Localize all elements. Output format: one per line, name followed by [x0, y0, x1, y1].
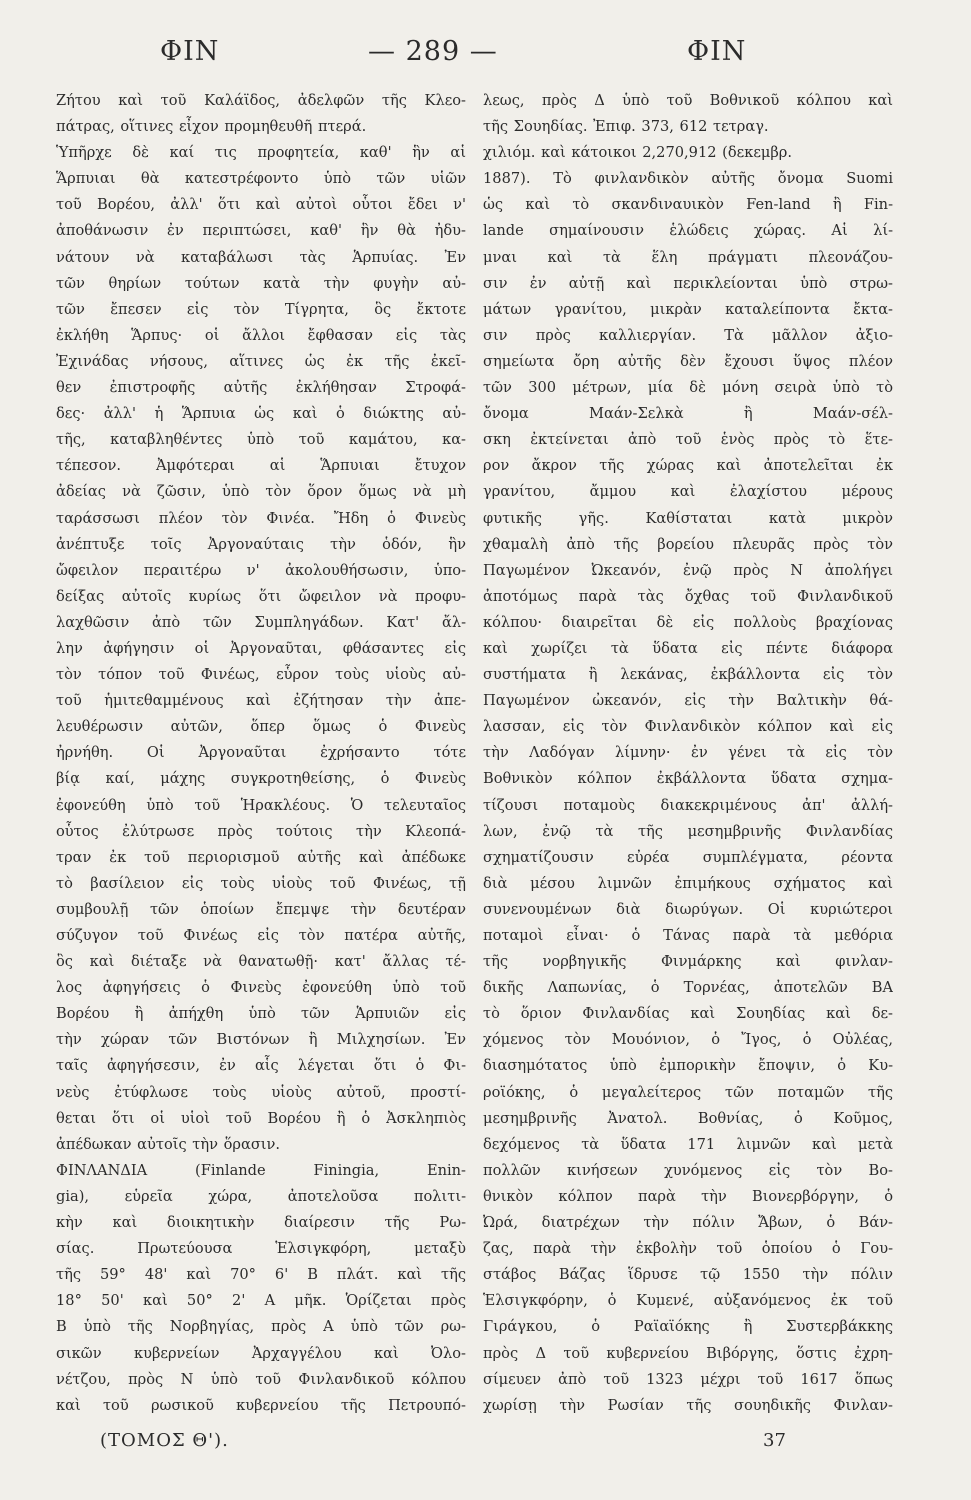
text-line: φυτικῆς γῆς. Καθίσταται κατὰ μικρὸν	[483, 509, 893, 527]
text-line: σημείωτα ὄρη αὐτῆς δὲν ἔχουσι ὕψος πλέον	[483, 352, 893, 370]
text-line: τραν ἐκ τοῦ περιορισμοῦ αὐτῆς καὶ ἀπέδωκε	[56, 848, 466, 866]
text-line: Ὠρά, διατρέχων τὴν πόλιν Ἄβων, ὁ Βάν-	[483, 1214, 893, 1232]
text-line: 1887). Τὸ φινλανδικὸν αὐτῆς ὄνομα Suomi	[483, 170, 893, 188]
text-line: λαχθῶσιν ἀπὸ τῶν Συμπληγάδων. Κατ' ἄλ-	[56, 613, 466, 631]
text-line: σκη ἐκτείνεται ἀπὸ τοῦ ἑνὸς πρὸς τὸ ἕτε-	[483, 431, 893, 449]
text-line: δείξας αὐτοῖς κυρίως ὅτι ὤφειλον νὰ προφυ-	[56, 587, 466, 605]
text-line: ρον ἄκρον τῆς χώρας καὶ ἀποτελεῖται ἐκ	[483, 457, 893, 475]
signature-number: 37	[763, 1430, 786, 1451]
header-right-keyword: ΦΙΝ	[687, 36, 747, 67]
text-line: ἀποθάνωσιν ἐν περιπτώσει, καθ' ἣν θὰ ἠδυ-	[56, 222, 466, 240]
text-line: Βοθνικὸν κόλπον ἐκβάλλοντα ὕδατα σχημα-	[483, 770, 893, 788]
text-line: ὤφειλον περαιτέρω ν' ἀκολουθήσωσιν, ὑπο-	[56, 561, 466, 579]
text-line: lande σημαίνουσιν ἑλώδεις χώρας. Αἱ λί-	[483, 222, 893, 240]
text-line: Ἐχινάδας νήσους, αἵτινες ὡς ἐκ τῆς ἐκεῖ-	[56, 352, 466, 370]
text-line: μναι καὶ τὰ ἕλη πράγματι πλεονάζου-	[483, 248, 893, 266]
text-line: λεως, πρὸς Δ ὑπὸ τοῦ Βοθνικοῦ κόλπου καὶ	[483, 92, 893, 109]
text-line: σιν πρὸς καλλιεργίαν. Τὰ μᾶλλον ἀξιο-	[483, 326, 893, 344]
page-header	[0, 30, 971, 80]
text-line: χθαμαλὴ ἀπὸ τῆς βορείου πλευρᾶς πρὸς τὸν	[483, 535, 893, 553]
text-line: ὃς καὶ διέταξε νὰ θανατωθῇ· κατ' ἄλλας τέ-	[56, 953, 466, 971]
text-line: καὶ τοῦ ρωσικοῦ κυβερνείου τῆς Πετρουπό-	[56, 1396, 466, 1414]
text-line: ἀποτόμως παρὰ τὰς ὄχθας τοῦ Φινλανδικοῦ	[483, 587, 893, 605]
text-line: λευθέρωσιν αὐτῶν, ὅπερ ὅμως ὁ Φινεὺς	[56, 718, 466, 736]
text-line: δεχόμενος τὰ ὕδατα 171 λιμνῶν καὶ μετὰ	[483, 1135, 893, 1153]
text-line: θεται ὅτι οἱ υἱοὶ τοῦ Βορέου ἢ ὁ Ἀσκληπιὸς	[56, 1109, 466, 1127]
text-line: ζας, παρὰ τὴν ἐκβολὴν τοῦ ὁποίου ὁ Γου-	[483, 1240, 893, 1258]
text-line: χόμενος τὸν Μουόνιον, ὁ Ἴγος, ὁ Οὐλέας,	[483, 1031, 893, 1049]
text-line: σίας. Πρωτεύουσα Ἑλσιγκφόρη, μεταξὺ	[56, 1240, 466, 1258]
text-line: ροϊόκης, ὁ μεγαλείτερος τῶν ποταμῶν τῆς	[483, 1083, 893, 1101]
text-line: Ζήτου καὶ τοῦ Καλάϊδος, ἀδελφῶν τῆς Κλεο-	[56, 92, 466, 109]
text-line: Βορέου ἢ ἀπήχθη ὑπὸ τῶν Ἁρπυιῶν εἰς	[56, 1005, 466, 1023]
page-number: — 289 —	[368, 36, 498, 67]
text-line: Ἑλσιγκφόρην, ὁ Κυμενέ, αὐξανόμενος ἐκ τοῦ	[483, 1292, 893, 1310]
text-line: Β ὑπὸ τῆς Νορβηγίας, πρὸς Α ὑπὸ τῶν ρω-	[56, 1318, 466, 1336]
text-line: τὸν τόπον τοῦ Φινέως, εὗρον τοὺς υἱοὺς αὐ-	[56, 666, 466, 684]
text-line: Παγωμένον Ὠκεανόν, ἐνῷ πρὸς Ν ἀπολήγει	[483, 561, 893, 579]
text-line: σχηματίζουσιν εὐρέα συμπλέγματα, ρέοντα	[483, 848, 893, 866]
text-line: ΦΙΝΛΑΝΔΙΑ (Finlande Finingia, Enin-	[56, 1161, 466, 1179]
text-line: νέτζου, πρὸς Ν ὑπὸ τοῦ Φινλανδικοῦ κόλπου	[56, 1370, 466, 1388]
text-line: νεὺς ἐτύφλωσε τοὺς υἱοὺς αὐτοῦ, προστί-	[56, 1083, 466, 1101]
text-line: τοῦ Βορέου, ἀλλ' ὅτι καὶ αὐτοὶ οὗτοι ἔδει ν'	[56, 196, 466, 214]
right-column	[483, 88, 893, 1419]
text-line: Ὑπῆρχε δὲ καί τις προφητεία, καθ' ἣν αἱ	[56, 144, 466, 162]
text-line: χωρίσῃ τὴν Ρωσίαν τῆς σουηδικῆς Φινλαν-	[483, 1396, 893, 1414]
text-line: θεν ἐπιστροφῆς αὐτῆς ἐκλήθησαν Στροφά-	[56, 379, 466, 397]
text-line: συστήματα ἢ λεκάνας, ἐκβάλλοντα εἰς τὸν	[483, 666, 893, 684]
text-line: δες· ἀλλ' ἡ Ἅρπυια ὡς καὶ ὁ διώκτης αὐ-	[56, 405, 466, 423]
text-line: ὡς καὶ τὸ σκανδιναυικὸν Fen-land ἢ Fin-	[483, 196, 893, 214]
text-line: τὴν χώραν τῶν Βιστόνων ἢ Μιλχησίων. Ἐν	[56, 1031, 466, 1049]
text-line: λην ἀφήγησιν οἱ Ἀργοναῦται, φθάσαντες εἰς	[56, 639, 466, 657]
text-line: τὸ ὅριον Φινλανδίας καὶ Σουηδίας καὶ δε-	[483, 1005, 893, 1023]
text-line: τίζουσι ποταμοὺς διακεκριμένους ἀπ' ἀλλή-	[483, 796, 893, 814]
text-line: Παγωμένον ὠκεανόν, εἰς τὴν Βαλτικὴν θά-	[483, 692, 893, 710]
text-line: δικῆς Λαπωνίας, ὁ Τορνέας, ἀποτελῶν ΒΑ	[483, 979, 893, 997]
text-line: ταράσσωσι πλέον τὸν Φινέα. Ἤδη ὁ Φινεὺς	[56, 509, 466, 527]
text-line: βίᾳ καί, μάχης συγκροτηθείσης, ὁ Φινεὺς	[56, 770, 466, 788]
text-line: ὄνομα Μαάν-Σελκὰ ἢ Μαάν-σέλ-	[483, 405, 893, 423]
text-line: τῶν ἔπεσεν εἰς τὸν Τίγρητα, ὃς ἔκτοτε	[56, 300, 466, 318]
text-line: λων, ἐνῷ τὰ τῆς μεσημβρινῆς Φινλανδίας	[483, 822, 893, 840]
text-line: μάτων γρανίτου, μικρὰν καταλείποντα ἔκτα-	[483, 300, 893, 318]
text-line: ποταμοὶ εἶναι· ὁ Τάνας παρὰ τὰ μεθόρια	[483, 927, 893, 944]
text-line: τῆς Σουηδίας. Ἐπιφ. 373, 612 τετραγ.	[483, 118, 769, 136]
text-line: τῆς νορβηγικῆς Φινμάρκης καὶ φινλαν-	[483, 953, 893, 971]
text-line: τέπεσον. Ἀμφότεραι αἱ Ἅρπυιαι ἔτυχον	[56, 457, 466, 475]
text-line: γρανίτου, ἄμμου καὶ ἐλαχίστου μέρους	[483, 483, 893, 501]
text-line: ταῖς ἀφηγήσεσιν, ἐν αἷς λέγεται ὅτι ὁ Φι-	[56, 1057, 466, 1075]
text-line: διὰ μέσου λιμνῶν ἐπιμήκους σχήματος καὶ	[483, 874, 893, 892]
text-line: πάτρας, οἵτινες εἶχον προμηθευθῆ πτερά.	[56, 118, 367, 136]
text-line: τὴν Λαδόγαν λίμνην· ἐν γένει τὰ εἰς τὸν	[483, 744, 893, 762]
text-line: θνικὸν κόλπον παρὰ τὴν Βιονερβόργην, ὁ	[483, 1187, 893, 1205]
text-line: νάτουν νὰ καταβάλωσι τὰς Ἁρπυίας. Ἐν	[56, 248, 466, 266]
text-line: συμβουλῇ τῶν ὁποίων ἔπεμψε τὴν δευτέραν	[56, 900, 466, 918]
text-line: τῶν θηρίων τούτων κατὰ τὴν φυγὴν αὐ-	[56, 274, 466, 292]
text-line: πρὸς Δ τοῦ κυβερνείου Βιβόργης, ὅστις ἐχρη-	[483, 1344, 893, 1362]
text-line: κὴν καὶ διοικητικὴν διαίρεσιν τῆς Ρω-	[56, 1214, 466, 1232]
text-line: ἀνέπτυξε τοῖς Ἀργοναύταις τὴν ὁδόν, ἣν	[56, 535, 466, 553]
text-line: ἠρνήθη. Οἱ Ἀργοναῦται ἐχρήσαντο τότε	[56, 744, 466, 762]
text-line: Ἅρπυιαι θὰ κατεστρέφοντο ὑπὸ τῶν υἱῶν	[56, 170, 466, 188]
text-line: 18° 50' καὶ 50° 2' Α μῆκ. Ὁρίζεται πρὸς	[56, 1292, 466, 1310]
text-line: χιλιόμ. καὶ κάτοικοι 2,270,912 (δεκεμβρ.	[483, 144, 793, 162]
text-line: λασσαν, εἰς τὸν Φινλανδικὸν κόλπον καὶ εἰς	[483, 718, 893, 736]
text-line: πολλῶν κινήσεων χυνόμενος εἰς τὸν Βο-	[483, 1161, 893, 1179]
text-line: οὗτος ἐλύτρωσε πρὸς τούτοις τὴν Κλεοπά-	[56, 822, 466, 840]
text-line: διασημότατος ὑπὸ ἐμπορικὴν ἔποψιν, ὁ Κυ-	[483, 1057, 893, 1075]
text-line: λος ἀφηγήσεις ὁ Φινεὺς ἐφονεύθη ὑπὸ τοῦ	[56, 979, 466, 997]
text-line: τῶν 300 μέτρων, μία δὲ μόνη σειρὰ ὑπὸ τὸ	[483, 379, 893, 397]
text-line: τὸ βασίλειον εἰς τοὺς υἱοὺς τοῦ Φινέως, τῇ	[56, 874, 466, 892]
text-line: σύζυγον τοῦ Φινέως εἰς τὸν πατέρα αὐτῆς,	[56, 927, 466, 944]
text-line: σικῶν κυβερνείων Ἀρχαγγέλου καὶ Ὀλο-	[56, 1344, 466, 1362]
text-line: ἀπέδωκαν αὐτοῖς τὴν ὅρασιν.	[56, 1135, 281, 1153]
header-left-keyword: ΦΙΝ	[160, 36, 220, 67]
text-line: Γιράγκου, ὁ Ραϊαϊόκης ἢ Συστερβάκκης	[483, 1318, 893, 1336]
text-line: ἐκλήθη Ἅρπυς· οἱ ἄλλοι ἔφθασαν εἰς τὰς	[56, 326, 466, 344]
text-line: μεσημβρινῆς Ἀνατολ. Βοθνίας, ὁ Κοῦμος,	[483, 1109, 893, 1127]
text-line: κόλπου· διαιρεῖται δὲ εἰς πολλοὺς βραχίονας	[483, 613, 893, 631]
text-line: ἐφονεύθη ὑπὸ τοῦ Ἡρακλέους. Ὁ τελευταῖος	[56, 796, 466, 814]
volume-label: (ΤΟΜΟΣ Θ').	[100, 1430, 229, 1451]
text-line: καὶ χωρίζει τὰ ὕδατα εἰς πέντε διάφορα	[483, 639, 893, 657]
text-line: σιν ἐν αὐτῇ καὶ περικλείονται ὑπὸ στρω-	[483, 274, 893, 292]
text-line: gia), εὑρεῖα χώρα, ἀποτελοῦσα πολιτι-	[56, 1187, 466, 1205]
text-line: συνενουμένων διὰ διωρύγων. Οἱ κυριώτεροι	[483, 900, 893, 918]
text-line: τῆς, καταβληθέντες ὑπὸ τοῦ καμάτου, κα-	[56, 431, 466, 449]
text-line: τῆς 59° 48' καὶ 70° 6' Β πλάτ. καὶ τῆς	[56, 1266, 466, 1284]
text-line: ἀδείας νὰ ζῶσιν, ὑπὸ τὸν ὅρον ὅμως νὰ μὴ	[56, 483, 466, 501]
left-column	[56, 88, 466, 1419]
text-line: στάβος Βάζας ἵδρυσε τῷ 1550 τὴν πόλιν	[483, 1266, 893, 1284]
text-line: τοῦ ἡμιτεθαμμένους καὶ ἐζήτησαν τὴν ἀπε-	[56, 692, 466, 710]
text-line: σίμευεν ἀπὸ τοῦ 1323 μέχρι τοῦ 1617 ὅπως	[483, 1370, 893, 1388]
